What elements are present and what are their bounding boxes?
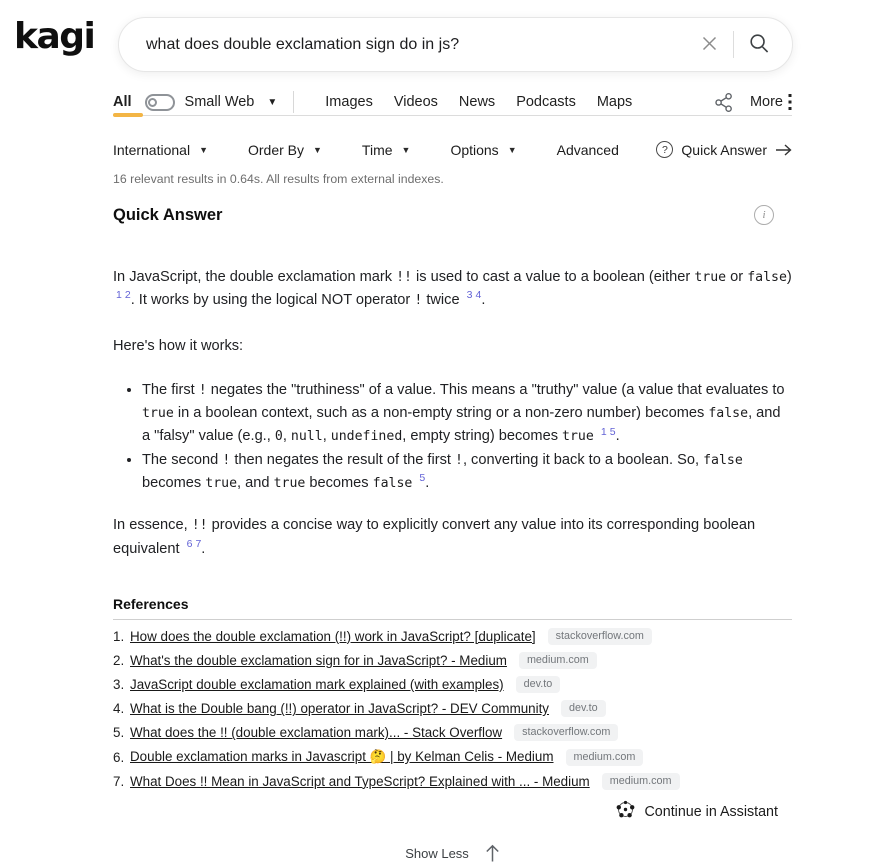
- answer-text: provides a concise way to explicitly convert any value into its corresponding boolean equivalent: [113, 517, 756, 557]
- quick-answer-body: [113, 266, 792, 560]
- answer-text: ): [786, 269, 792, 285]
- citation-link[interactable]: 5: [609, 425, 616, 438]
- reference-domain-badge: dev.to: [516, 676, 561, 693]
- answer-text: In essence,: [113, 517, 192, 534]
- answer-text: .: [425, 475, 430, 492]
- answer-paragraph: [113, 514, 792, 560]
- show-less-control: [113, 844, 792, 863]
- inline-code: 0: [274, 429, 283, 445]
- reference-number: 7.: [113, 773, 125, 789]
- inline-code: !: [222, 452, 231, 468]
- clear-search-button[interactable]: [701, 35, 718, 55]
- reference-item: [113, 624, 792, 648]
- answer-text: The first: [142, 381, 199, 398]
- show-less-button[interactable]: Show Less: [405, 846, 469, 862]
- answer-text: twice: [422, 292, 464, 309]
- filter-time[interactable]: Time ▼: [361, 141, 411, 158]
- answer-text: .: [481, 292, 486, 309]
- answer-text: becomes: [142, 475, 206, 492]
- reference-link[interactable]: What Does !! Mean in JavaScript and TypeScript? Explained with ... - Medium: [130, 773, 590, 789]
- references-heading: References: [113, 596, 792, 620]
- reference-domain-badge: stackoverflow.com: [514, 724, 618, 741]
- citation-link[interactable]: 6: [186, 537, 193, 550]
- inline-code: true: [142, 406, 174, 422]
- answer-paragraph: [113, 335, 792, 357]
- inline-code: undefined: [330, 429, 403, 445]
- inline-code: !: [455, 452, 463, 468]
- tab-videos[interactable]: Videos: [393, 94, 438, 110]
- answer-text: , and: [237, 475, 274, 492]
- citation-link[interactable]: 1: [600, 425, 607, 438]
- inline-code: false: [708, 406, 749, 422]
- citation-link[interactable]: 4: [475, 289, 482, 302]
- chevron-down-icon: ▼: [313, 144, 322, 155]
- reference-item: [113, 672, 792, 696]
- reference-link[interactable]: What does the !! (double exclamation mark)... - Stack Overflow: [130, 725, 503, 741]
- filter-advanced[interactable]: Advanced: [556, 141, 619, 158]
- tab-maps[interactable]: Maps: [596, 94, 633, 110]
- search-input[interactable]: [119, 36, 701, 54]
- reference-number: 6.: [113, 749, 125, 765]
- answer-text: becomes: [305, 475, 373, 492]
- continue-in-assistant-label: Continue in Assistant: [644, 803, 778, 820]
- reference-number: 4.: [113, 701, 125, 717]
- filter-international[interactable]: International ▼: [113, 141, 208, 158]
- inline-code: !: [414, 293, 423, 309]
- references-list: [113, 624, 792, 793]
- reference-domain-badge: medium.com: [519, 652, 597, 669]
- inline-code: !!: [396, 270, 412, 285]
- tab-podcasts[interactable]: Podcasts: [516, 94, 576, 110]
- reference-item: [113, 769, 792, 793]
- tab-underline-rule: [113, 115, 792, 116]
- answer-paragraph: [113, 266, 792, 313]
- active-tab-indicator: [113, 113, 143, 117]
- answer-text: in a boolean context, such as a non-empty string or a non-zero number) becomes: [173, 405, 709, 422]
- filter-order-by[interactable]: Order By ▼: [247, 141, 322, 158]
- reference-number: 5.: [113, 725, 125, 741]
- share-icon[interactable]: [714, 92, 734, 112]
- inline-code: true: [205, 476, 238, 492]
- answer-text: negates the "truthiness" of a value. This means a "truthy" value (a value that evaluates to: [206, 381, 785, 398]
- answer-text: , empty string) becomes: [402, 428, 563, 445]
- tab-bar: [113, 89, 792, 115]
- inline-code: false: [703, 452, 743, 468]
- tab-small-web[interactable]: Small Web: [184, 94, 255, 110]
- tab-images[interactable]: Images: [325, 94, 373, 110]
- inline-code: false: [372, 476, 413, 492]
- results-stats: 16 relevant results in 0.64s. All results from external indexes.: [113, 172, 444, 186]
- chevron-down-icon: ▼: [507, 144, 517, 155]
- inline-code: !!: [191, 518, 208, 534]
- inline-code: true: [273, 476, 306, 492]
- citation-link[interactable]: 1: [116, 289, 122, 302]
- reference-item: [113, 721, 792, 745]
- reference-number: 1.: [113, 628, 125, 644]
- chevron-down-icon: ▼: [199, 144, 208, 155]
- search-icon: [749, 33, 770, 57]
- search-submit-button[interactable]: [749, 33, 770, 57]
- filter-bar: [113, 141, 792, 158]
- info-icon[interactable]: i: [754, 205, 774, 225]
- close-icon: [701, 35, 718, 55]
- citation-link[interactable]: 3: [466, 289, 473, 302]
- results-column: [113, 89, 792, 863]
- answer-text: [412, 475, 416, 491]
- reference-link[interactable]: JavaScript double exclamation mark explained (with examples): [130, 676, 504, 692]
- answer-text: .: [201, 540, 206, 557]
- tab-news[interactable]: News: [458, 94, 496, 110]
- answer-text: [594, 428, 598, 444]
- answer-text: In JavaScript, the double exclamation mark: [113, 269, 397, 285]
- reference-domain-badge: dev.to: [561, 700, 606, 717]
- answer-bullet: [142, 449, 792, 496]
- quick-answer-header: [113, 205, 792, 225]
- reference-link[interactable]: Double exclamation marks in Javascript 🤔 | by Kelman Celis - Medium: [130, 749, 554, 764]
- kagi-logo[interactable]: kagi: [14, 16, 95, 57]
- reference-link[interactable]: How does the double exclamation (!!) work in JavaScript? [duplicate]: [130, 628, 536, 644]
- reference-domain-badge: medium.com: [602, 773, 680, 790]
- reference-domain-badge: stackoverflow.com: [548, 628, 652, 645]
- inline-code: true: [562, 429, 594, 445]
- answer-text: . It works by using the logical NOT operator: [130, 292, 415, 309]
- filter-options[interactable]: Options ▼: [450, 141, 517, 158]
- chevron-down-icon: ▼: [401, 144, 411, 155]
- small-web-toggle[interactable]: [145, 94, 175, 111]
- search-bar: [118, 17, 793, 72]
- inline-code: true: [694, 270, 727, 285]
- arrow-right-icon[interactable]: [775, 143, 792, 157]
- answer-text: , and a "falsy" value (e.g.,: [142, 405, 781, 445]
- inline-code: false: [747, 270, 787, 285]
- answer-text: .: [615, 428, 620, 445]
- answer-text: , converting it back to a boolean. So,: [462, 451, 704, 468]
- help-icon[interactable]: ?: [656, 141, 673, 158]
- answer-bullet: [142, 379, 792, 449]
- answer-text: or: [726, 269, 748, 285]
- answer-text: then negates the result of the first: [230, 451, 455, 468]
- kebab-menu-icon[interactable]: [788, 94, 792, 110]
- inline-code: !: [198, 382, 207, 398]
- quick-answer-title: Quick Answer: [113, 205, 223, 224]
- answer-bullet-list: [113, 379, 792, 495]
- tab-divider: [293, 91, 294, 113]
- continue-in-assistant-button[interactable]: [113, 800, 792, 823]
- reference-item: [113, 745, 792, 769]
- tab-all[interactable]: All: [113, 94, 132, 110]
- reference-item: [113, 697, 792, 721]
- more-menu[interactable]: More: [749, 94, 783, 110]
- reference-number: 2.: [113, 652, 125, 668]
- answer-text: is used to cast a value to a boolean (either: [412, 269, 695, 285]
- search-bar-divider: [733, 31, 734, 58]
- answer-text: ,: [282, 428, 291, 445]
- answer-text: ,: [322, 428, 331, 445]
- chevron-down-icon[interactable]: ▼: [267, 96, 278, 108]
- reference-domain-badge: medium.com: [566, 749, 644, 766]
- arrow-up-icon[interactable]: [485, 844, 500, 863]
- citation-link[interactable]: 5: [419, 472, 426, 485]
- answer-text: The second: [142, 451, 223, 468]
- reference-link[interactable]: What's the double exclamation sign for in JavaScript? - Medium: [130, 652, 507, 668]
- reference-item: [113, 648, 792, 672]
- answer-text: Here's how it works:: [113, 337, 244, 354]
- inline-code: null: [290, 429, 323, 445]
- citation-link[interactable]: 7: [195, 537, 202, 550]
- toggle-knob: [148, 98, 157, 107]
- quick-answer-link[interactable]: Quick Answer: [681, 141, 767, 158]
- reference-number: 3.: [113, 676, 125, 692]
- reference-link[interactable]: What is the Double bang (!!) operator in JavaScript? - DEV Community: [130, 701, 550, 717]
- assistant-icon: [616, 800, 635, 823]
- citation-link[interactable]: 2: [124, 289, 131, 302]
